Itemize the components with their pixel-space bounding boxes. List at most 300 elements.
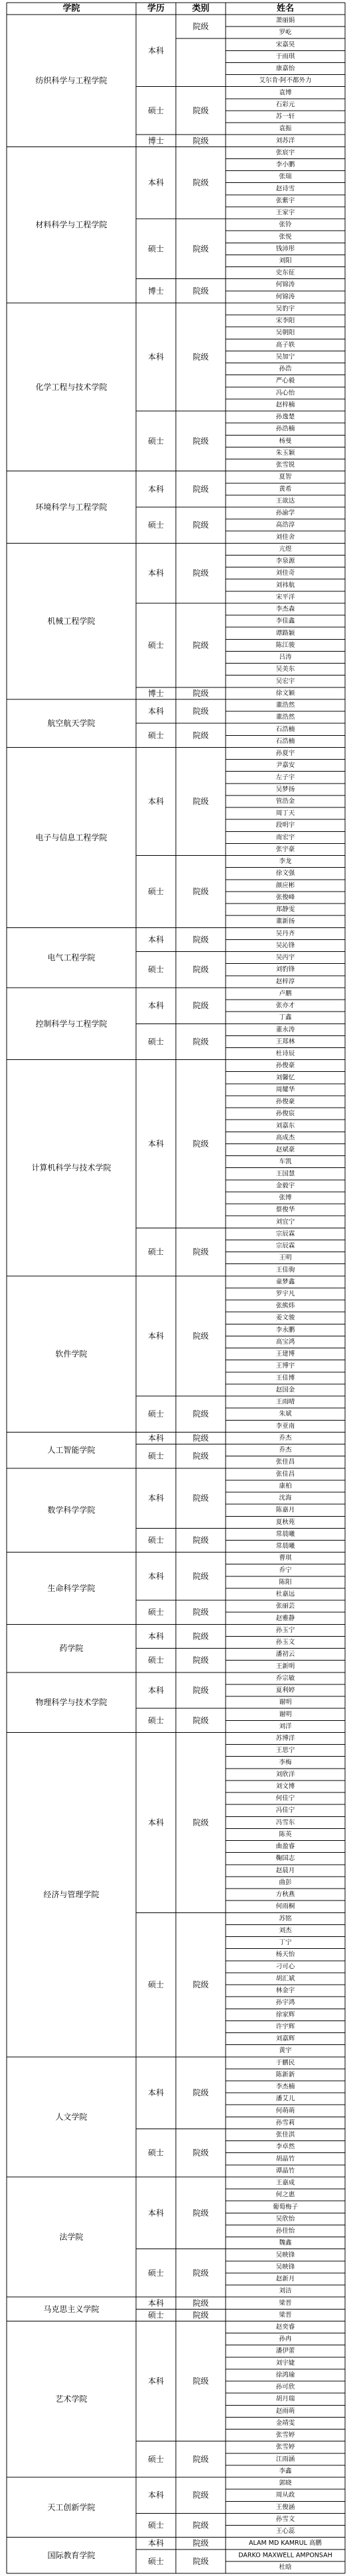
degree-level: 硕士 bbox=[147, 1037, 165, 1047]
person-name: 沈海 bbox=[279, 1494, 292, 1502]
person-name: 董浩然 bbox=[275, 701, 295, 709]
person-name: 吴梦扬 bbox=[275, 786, 295, 793]
person-name: 杜嘉远 bbox=[275, 1590, 295, 1598]
degree-level: 本科 bbox=[147, 178, 165, 188]
person-name: 刘嘉辉 bbox=[275, 2035, 295, 2043]
person-name: 夏智 bbox=[279, 473, 292, 481]
award-category: 院级 bbox=[192, 1451, 209, 1461]
person-name: 严心毅 bbox=[275, 377, 295, 385]
person-name: 方秋燕 bbox=[275, 1891, 295, 1899]
person-name: 常晨曦 bbox=[275, 1543, 295, 1551]
person-name: 萧丽娟 bbox=[275, 17, 295, 25]
person-name: 王雨晴 bbox=[275, 1398, 295, 1406]
college-name: 航空航天学院 bbox=[47, 719, 96, 729]
person-name: 何萌萌 bbox=[275, 2107, 295, 2115]
award-category: 院级 bbox=[192, 105, 209, 115]
person-name: 张雪婷 bbox=[275, 2443, 295, 2451]
degree-level: 硕士 bbox=[147, 1716, 165, 1726]
award-category: 院级 bbox=[192, 1409, 209, 1419]
person-name: 赵诗雪 bbox=[275, 185, 295, 193]
person-name: 孙夏宇 bbox=[275, 750, 295, 758]
award-category: 院级 bbox=[192, 244, 209, 254]
degree-level: 本科 bbox=[147, 1433, 165, 1443]
college-name: 马克思主义学院 bbox=[43, 2304, 100, 2314]
person-name: 金靖雯 bbox=[275, 2419, 295, 2427]
person-name: 杨曼 bbox=[279, 437, 292, 445]
degree-level: 硕士 bbox=[147, 2556, 165, 2566]
person-name: ALAM MD KAMRUL 高鹏 bbox=[249, 2540, 322, 2547]
person-name: 张博 bbox=[279, 1194, 292, 1202]
person-name: 朱斌 bbox=[279, 1410, 292, 1418]
person-name: 张俊峰 bbox=[275, 894, 295, 902]
person-name: 刁可心 bbox=[275, 1963, 295, 1971]
person-name: 赵雅静 bbox=[275, 1614, 295, 1622]
person-name: 王思宁 bbox=[275, 1747, 295, 1755]
degree-level: 硕士 bbox=[147, 1655, 165, 1665]
person-name: 谭晶竹 bbox=[275, 2167, 295, 2175]
person-name: 李梅 bbox=[279, 1759, 292, 1767]
college-name: 生命科学学院 bbox=[47, 1583, 96, 1593]
college-name: 人工智能学院 bbox=[47, 1445, 96, 1455]
award-category: 院级 bbox=[192, 1493, 209, 1503]
person-name: 苏博洋 bbox=[275, 1735, 295, 1743]
person-name: 张宇豪 bbox=[275, 845, 295, 853]
award-category: 院级 bbox=[192, 2310, 209, 2320]
person-name: 曲彭 bbox=[279, 1879, 292, 1887]
person-name: 李杰森 bbox=[275, 605, 295, 613]
college-name: 化学工程与技术学院 bbox=[35, 382, 107, 392]
person-name: 朱玉颖 bbox=[275, 449, 295, 457]
person-name: 李龙 bbox=[279, 858, 292, 866]
person-name: 乔杰 bbox=[279, 1446, 292, 1454]
college-name: 电气工程学院 bbox=[47, 953, 96, 963]
college-name: 环境科学与工程学院 bbox=[35, 502, 107, 512]
person-name: 刘祎航 bbox=[275, 581, 295, 589]
person-name: 徐家辉 bbox=[275, 2011, 295, 2019]
person-name: 葡萄梅子 bbox=[272, 2203, 299, 2211]
person-name: 孙俊豪 bbox=[275, 1062, 295, 1070]
person-name: 王建博 bbox=[275, 1350, 295, 1358]
person-name: 张紫宇 bbox=[275, 197, 295, 205]
person-name: 丁宁 bbox=[279, 1939, 292, 1947]
person-name: 夏秋苑 bbox=[275, 1518, 295, 1526]
person-name: 吴宏宇 bbox=[275, 677, 295, 685]
person-name: 何之惠 bbox=[275, 2191, 295, 2199]
degree-level: 硕士 bbox=[147, 1247, 165, 1257]
person-name: 何雨桐 bbox=[275, 1903, 295, 1910]
person-name: 石浩楠 bbox=[275, 725, 295, 733]
person-name: 陈新新 bbox=[275, 2071, 295, 2079]
college-name: 国际教育学院 bbox=[47, 2550, 96, 2560]
degree-level: 硕士 bbox=[147, 2454, 165, 2464]
person-name: 孙佳怡 bbox=[275, 2227, 295, 2235]
degree-level: 硕士 bbox=[147, 436, 165, 446]
degree-level: 硕士 bbox=[147, 886, 165, 896]
degree-level: 硕士 bbox=[147, 2520, 165, 2530]
award-category: 院级 bbox=[192, 1631, 209, 1641]
person-name: 赵奕睿 bbox=[275, 2323, 295, 2331]
person-name: 夏利婷 bbox=[275, 1686, 295, 1694]
degree-level: 硕士 bbox=[147, 1451, 165, 1461]
degree-level: 硕士 bbox=[147, 1409, 165, 1419]
person-name: 张雪婷 bbox=[275, 2431, 295, 2439]
person-name: 徐鸿瑜 bbox=[275, 2371, 295, 2379]
person-name: 杨天怡 bbox=[275, 1951, 295, 1959]
degree-level: 硕士 bbox=[147, 520, 165, 530]
award-category: 院级 bbox=[192, 1331, 209, 1341]
person-name: 陈英 bbox=[279, 1830, 292, 1838]
person-name: 江雨涵 bbox=[275, 2455, 295, 2463]
person-name: 何锦涛 bbox=[275, 281, 295, 289]
person-name: 罗宇凡 bbox=[275, 1290, 295, 1298]
degree-level: 本科 bbox=[147, 484, 165, 494]
person-name: 谢明 bbox=[279, 1698, 292, 1706]
person-name: 蔡俊华 bbox=[275, 1206, 295, 1214]
college-name: 软件学院 bbox=[55, 1349, 88, 1359]
college-name: 电子与信息工程学院 bbox=[35, 833, 107, 843]
person-name: 曲盈睿 bbox=[275, 1843, 295, 1851]
person-name: 王俊涵 bbox=[275, 2503, 295, 2511]
person-name: 杜晗 bbox=[279, 2563, 292, 2571]
person-name: 卢鹏 bbox=[279, 990, 292, 998]
degree-level: 硕士 bbox=[147, 2148, 165, 2158]
person-name: 陈阳 bbox=[279, 1578, 292, 1586]
award-category: 院级 bbox=[192, 2520, 209, 2530]
award-category: 院级 bbox=[192, 886, 209, 896]
degree-level: 博士 bbox=[147, 286, 165, 296]
person-name: 车凯 bbox=[279, 1158, 292, 1166]
person-name: 王心蕊 bbox=[275, 2528, 295, 2536]
person-name: 张瑞 bbox=[279, 173, 292, 181]
person-name: 钱沛彤 bbox=[275, 245, 295, 253]
person-name: 宋平洋 bbox=[275, 593, 295, 601]
person-name: 张雪锐 bbox=[275, 461, 295, 469]
college-name: 法学院 bbox=[59, 2232, 84, 2242]
degree-level: 本科 bbox=[147, 935, 165, 945]
person-name: 吴豹宇 bbox=[275, 305, 295, 313]
person-name: 鞠国志 bbox=[275, 1855, 295, 1863]
college-name: 物理科学与技术学院 bbox=[35, 1698, 107, 1708]
person-name: 管浩金 bbox=[275, 797, 295, 805]
person-name: 何锦涛 bbox=[275, 293, 295, 301]
person-name: 李卓然 bbox=[275, 2143, 295, 2151]
degree-level: 本科 bbox=[147, 352, 165, 362]
person-name: 潘初云 bbox=[275, 1651, 295, 1659]
degree-level: 本科 bbox=[147, 1139, 165, 1149]
person-name: 黄希 bbox=[279, 485, 292, 493]
person-name: 孙俊豪 bbox=[275, 1098, 295, 1106]
college-name: 药学院 bbox=[59, 1643, 84, 1653]
person-name: 张佳昌 bbox=[275, 1458, 295, 1466]
person-name: DARKO MAXWELL AMPONSAH bbox=[238, 2551, 332, 2559]
person-name: 胡汇斌 bbox=[275, 1975, 295, 1983]
award-category: 院级 bbox=[192, 965, 209, 974]
college-name: 天工创新学院 bbox=[47, 2502, 96, 2512]
person-name: 童梦鑫 bbox=[275, 1278, 295, 1286]
person-name: 李鑫 bbox=[279, 2467, 292, 2475]
college-name: 材料科学与工程学院 bbox=[35, 220, 107, 230]
person-name: 李泉源 bbox=[275, 557, 295, 565]
person-name: 石浩楠 bbox=[275, 737, 295, 745]
award-category: 院级 bbox=[192, 1686, 209, 1696]
award-category: 院级 bbox=[192, 1247, 209, 1257]
person-name: 胡晶竹 bbox=[275, 2155, 295, 2163]
person-name: 吴欣怡 bbox=[275, 2215, 295, 2223]
person-name: 金毅宇 bbox=[275, 1182, 295, 1190]
degree-level: 硕士 bbox=[147, 2310, 165, 2320]
person-name: 乔宁 bbox=[279, 1566, 292, 1574]
person-name: 孙雪文 bbox=[275, 2515, 295, 2523]
award-category: 院级 bbox=[192, 352, 209, 362]
person-name: 南宏宇 bbox=[275, 833, 295, 841]
person-name: 张铃 bbox=[279, 221, 292, 229]
degree-level: 本科 bbox=[147, 796, 165, 806]
person-name: 张熊炜 bbox=[275, 1302, 295, 1310]
person-name: 冯佳宁 bbox=[275, 1806, 295, 1814]
award-category: 院级 bbox=[192, 1001, 209, 1011]
person-name: 孙宇鸿 bbox=[275, 1999, 295, 2007]
person-name: 王郑林 bbox=[275, 1037, 295, 1045]
award-category: 院级 bbox=[192, 1818, 209, 1828]
person-name: 魏鑫 bbox=[279, 2239, 292, 2247]
person-name: 刘嘉东 bbox=[275, 1122, 295, 1130]
award-category: 院级 bbox=[192, 640, 209, 650]
person-name: 赵新月 bbox=[275, 2275, 295, 2283]
award-category: 院级 bbox=[192, 1716, 209, 1726]
person-name: 宋嘉昊 bbox=[275, 40, 295, 48]
person-name: 张佳淇 bbox=[275, 2131, 295, 2139]
person-name: 吴丙宇 bbox=[275, 954, 295, 962]
person-name: 王博宇 bbox=[275, 1362, 295, 1370]
person-name: 高浩淳 bbox=[275, 521, 295, 529]
degree-level: 本科 bbox=[147, 2208, 165, 2218]
person-name: 刘宜宁 bbox=[275, 1218, 295, 1226]
degree-level: 本科 bbox=[147, 707, 165, 717]
degree-level: 本科 bbox=[147, 1571, 165, 1581]
person-name: 王佳博 bbox=[275, 1374, 295, 1382]
person-name: 吴美东 bbox=[275, 666, 295, 673]
person-name: 董新扬 bbox=[275, 917, 295, 925]
person-name: 张宸宇 bbox=[275, 148, 295, 156]
person-name: 胡月瑞 bbox=[275, 2395, 295, 2403]
person-name: 吴加宁 bbox=[275, 353, 295, 361]
person-name: 尹嘉安 bbox=[275, 762, 295, 770]
person-name: 徐文强 bbox=[275, 870, 295, 878]
award-category: 院级 bbox=[192, 1608, 209, 1617]
person-name: 谢明 bbox=[279, 1710, 292, 1718]
person-name: 李杰楠 bbox=[275, 2083, 295, 2091]
degree-level: 本科 bbox=[147, 2088, 165, 2098]
college-name: 控制科学与工程学院 bbox=[35, 1019, 107, 1029]
person-name: 于雨琪 bbox=[275, 52, 295, 60]
person-name: 冯雪东 bbox=[275, 1818, 295, 1826]
award-category: 院级 bbox=[192, 436, 209, 446]
degree-level: 硕士 bbox=[147, 2268, 165, 2278]
person-name: 袁振 bbox=[279, 125, 292, 133]
person-name: 吴映锋 bbox=[275, 2263, 295, 2271]
person-name: 孙冉 bbox=[279, 2335, 292, 2343]
person-name: 冯心怡 bbox=[275, 389, 295, 397]
person-name: 吕涛 bbox=[279, 654, 292, 662]
person-name: 刘洁 bbox=[279, 2287, 292, 2295]
person-name: 刘苏洋 bbox=[275, 137, 295, 145]
degree-level: 硕士 bbox=[147, 1535, 165, 1545]
person-name: 梁晋 bbox=[279, 2299, 292, 2307]
person-name: 王佳驹 bbox=[275, 1266, 295, 1274]
person-name: 苏铭 bbox=[279, 1914, 292, 1922]
degree-level: 硕士 bbox=[147, 731, 165, 740]
award-category: 院级 bbox=[192, 2148, 209, 2158]
person-name: 孙雪莉 bbox=[275, 2119, 295, 2127]
degree-level: 硕士 bbox=[147, 105, 165, 115]
person-name: 李永鹏 bbox=[275, 1326, 295, 1334]
person-name: 王家宇 bbox=[275, 209, 295, 217]
person-name: 张佳昌 bbox=[275, 1470, 295, 1478]
person-name: 孙渝学 bbox=[275, 509, 295, 517]
degree-level: 硕士 bbox=[147, 640, 165, 650]
person-name: 陈江骏 bbox=[275, 641, 295, 649]
award-category: 院级 bbox=[192, 688, 209, 698]
person-name: 刘欣洋 bbox=[275, 1771, 295, 1779]
person-name: 许宇辉 bbox=[275, 2022, 295, 2030]
award-category: 院级 bbox=[192, 2490, 209, 2500]
award-category: 院级 bbox=[192, 2268, 209, 2278]
degree-level: 博士 bbox=[147, 136, 165, 146]
award-category: 院级 bbox=[192, 2298, 209, 2308]
degree-level: 本科 bbox=[147, 1493, 165, 1503]
person-name: 乔宗敏 bbox=[275, 1674, 295, 1682]
person-name: 乔杰 bbox=[279, 1434, 292, 1442]
person-name: 周从政 bbox=[275, 2491, 295, 2499]
award-category: 院级 bbox=[192, 2208, 209, 2218]
person-name: 李佳鑫 bbox=[275, 617, 295, 625]
person-name: 何佳宁 bbox=[275, 1794, 295, 1802]
degree-level: 博士 bbox=[147, 688, 165, 698]
award-category: 院级 bbox=[192, 1980, 209, 1990]
person-name: 周丁天 bbox=[275, 809, 295, 817]
award-category: 院级 bbox=[192, 520, 209, 530]
person-name: 王欲达 bbox=[275, 497, 295, 505]
degree-level: 本科 bbox=[147, 1686, 165, 1696]
person-name: 孙逸楚 bbox=[275, 413, 295, 421]
person-name: 潘艾儿 bbox=[275, 2095, 295, 2103]
person-name: 高成杰 bbox=[275, 1134, 295, 1142]
person-name: 刘杰 bbox=[279, 1926, 292, 1934]
person-name: 宋李阳 bbox=[275, 317, 295, 325]
person-name: 郑静雯 bbox=[275, 906, 295, 913]
award-category: 院级 bbox=[192, 286, 209, 296]
person-name: 董永涛 bbox=[275, 1025, 295, 1033]
person-name: 张亦才 bbox=[275, 1002, 295, 1010]
college-name: 计算机科学与技术学院 bbox=[31, 1163, 111, 1173]
person-name: 王嘉成 bbox=[275, 2179, 295, 2187]
degree-level: 硕士 bbox=[147, 1980, 165, 1990]
header-degree: 学历 bbox=[147, 3, 165, 14]
person-name: 宗辰霖 bbox=[275, 1242, 295, 1250]
person-name: 艾尔肯·阿不都外力 bbox=[259, 77, 312, 85]
person-name: 黄宇 bbox=[279, 2047, 292, 2055]
person-name: 高子轶 bbox=[275, 341, 295, 349]
award-category: 院级 bbox=[192, 707, 209, 717]
person-name: 亢煜 bbox=[279, 545, 292, 553]
degree-level: 硕士 bbox=[147, 965, 165, 974]
person-name: 袁博 bbox=[279, 89, 292, 97]
degree-level: 本科 bbox=[147, 568, 165, 578]
person-name: 李亚南 bbox=[275, 1422, 295, 1430]
degree-level: 硕士 bbox=[147, 1608, 165, 1617]
person-name: 张丽芸 bbox=[275, 1602, 295, 1610]
award-category: 院级 bbox=[192, 1139, 209, 1149]
person-name: 康嘉怡 bbox=[275, 65, 295, 73]
award-category: 院级 bbox=[192, 2454, 209, 2464]
degree-level: 本科 bbox=[147, 2376, 165, 2386]
person-name: 刘豹锋 bbox=[275, 966, 295, 974]
person-name: 段明宇 bbox=[275, 821, 295, 829]
award-category: 院级 bbox=[192, 1433, 209, 1443]
person-name: 刘文博 bbox=[275, 1783, 295, 1790]
person-name: 吴朝阳 bbox=[275, 329, 295, 337]
award-category: 院级 bbox=[192, 2556, 209, 2566]
degree-level: 本科 bbox=[147, 1331, 165, 1341]
person-name: 刘宇婕 bbox=[275, 2359, 295, 2367]
person-name: 赵晨月 bbox=[275, 1867, 295, 1875]
person-name: 刘馨忆 bbox=[275, 1074, 295, 1082]
header-college: 学院 bbox=[62, 3, 80, 14]
degree-level: 本科 bbox=[147, 1818, 165, 1828]
award-category: 院级 bbox=[192, 796, 209, 806]
award-category: 院级 bbox=[192, 1655, 209, 1665]
header-name: 姓名 bbox=[276, 3, 295, 14]
person-name: 杜诗辰 bbox=[275, 1050, 295, 1058]
person-name: 曹琪 bbox=[279, 1554, 292, 1562]
college-name: 艺术学院 bbox=[55, 2394, 88, 2404]
person-name: 高宝鸿 bbox=[275, 1338, 295, 1346]
person-name: 孙浩楠 bbox=[275, 425, 295, 433]
award-category: 院级 bbox=[192, 2088, 209, 2098]
person-name: 史东征 bbox=[275, 269, 295, 277]
person-name: 吴丹齐 bbox=[275, 929, 295, 937]
person-name: 王国慧 bbox=[275, 1170, 295, 1178]
college-name: 经济与管理学院 bbox=[43, 1890, 100, 1900]
person-name: 王新明 bbox=[275, 1663, 295, 1670]
person-name: 左子宇 bbox=[275, 774, 295, 782]
award-category: 院级 bbox=[192, 2538, 209, 2548]
award-category: 院级 bbox=[192, 136, 209, 146]
degree-level: 本科 bbox=[147, 2538, 165, 2548]
person-name: 孙玉文 bbox=[275, 1639, 295, 1647]
person-name: 孙俊宸 bbox=[275, 1110, 295, 1118]
degree-level: 本科 bbox=[147, 46, 165, 56]
college-name: 纺织科学与工程学院 bbox=[35, 76, 107, 86]
person-name: 梁晋 bbox=[279, 2311, 292, 2319]
person-name: 林金宇 bbox=[275, 1987, 295, 1995]
college-name: 人文学院 bbox=[55, 2112, 88, 2122]
person-name: 李小鹏 bbox=[275, 161, 295, 169]
person-name: 张悦 bbox=[279, 233, 292, 241]
person-name: 刘洋 bbox=[279, 1722, 292, 1730]
award-category: 院级 bbox=[192, 484, 209, 494]
person-name: 于鹏民 bbox=[275, 2059, 295, 2067]
person-name: 赵雨萌 bbox=[275, 2407, 295, 2415]
award-category: 院级 bbox=[192, 178, 209, 188]
person-name: 王明 bbox=[279, 1254, 292, 1262]
person-name: 吴沁锋 bbox=[275, 941, 295, 949]
person-name: 谭路颖 bbox=[275, 629, 295, 637]
degree-level: 硕士 bbox=[147, 244, 165, 254]
person-name: 刘阳 bbox=[279, 257, 292, 265]
person-name: 姜文骏 bbox=[275, 1314, 295, 1322]
degree-level: 本科 bbox=[147, 1001, 165, 1011]
